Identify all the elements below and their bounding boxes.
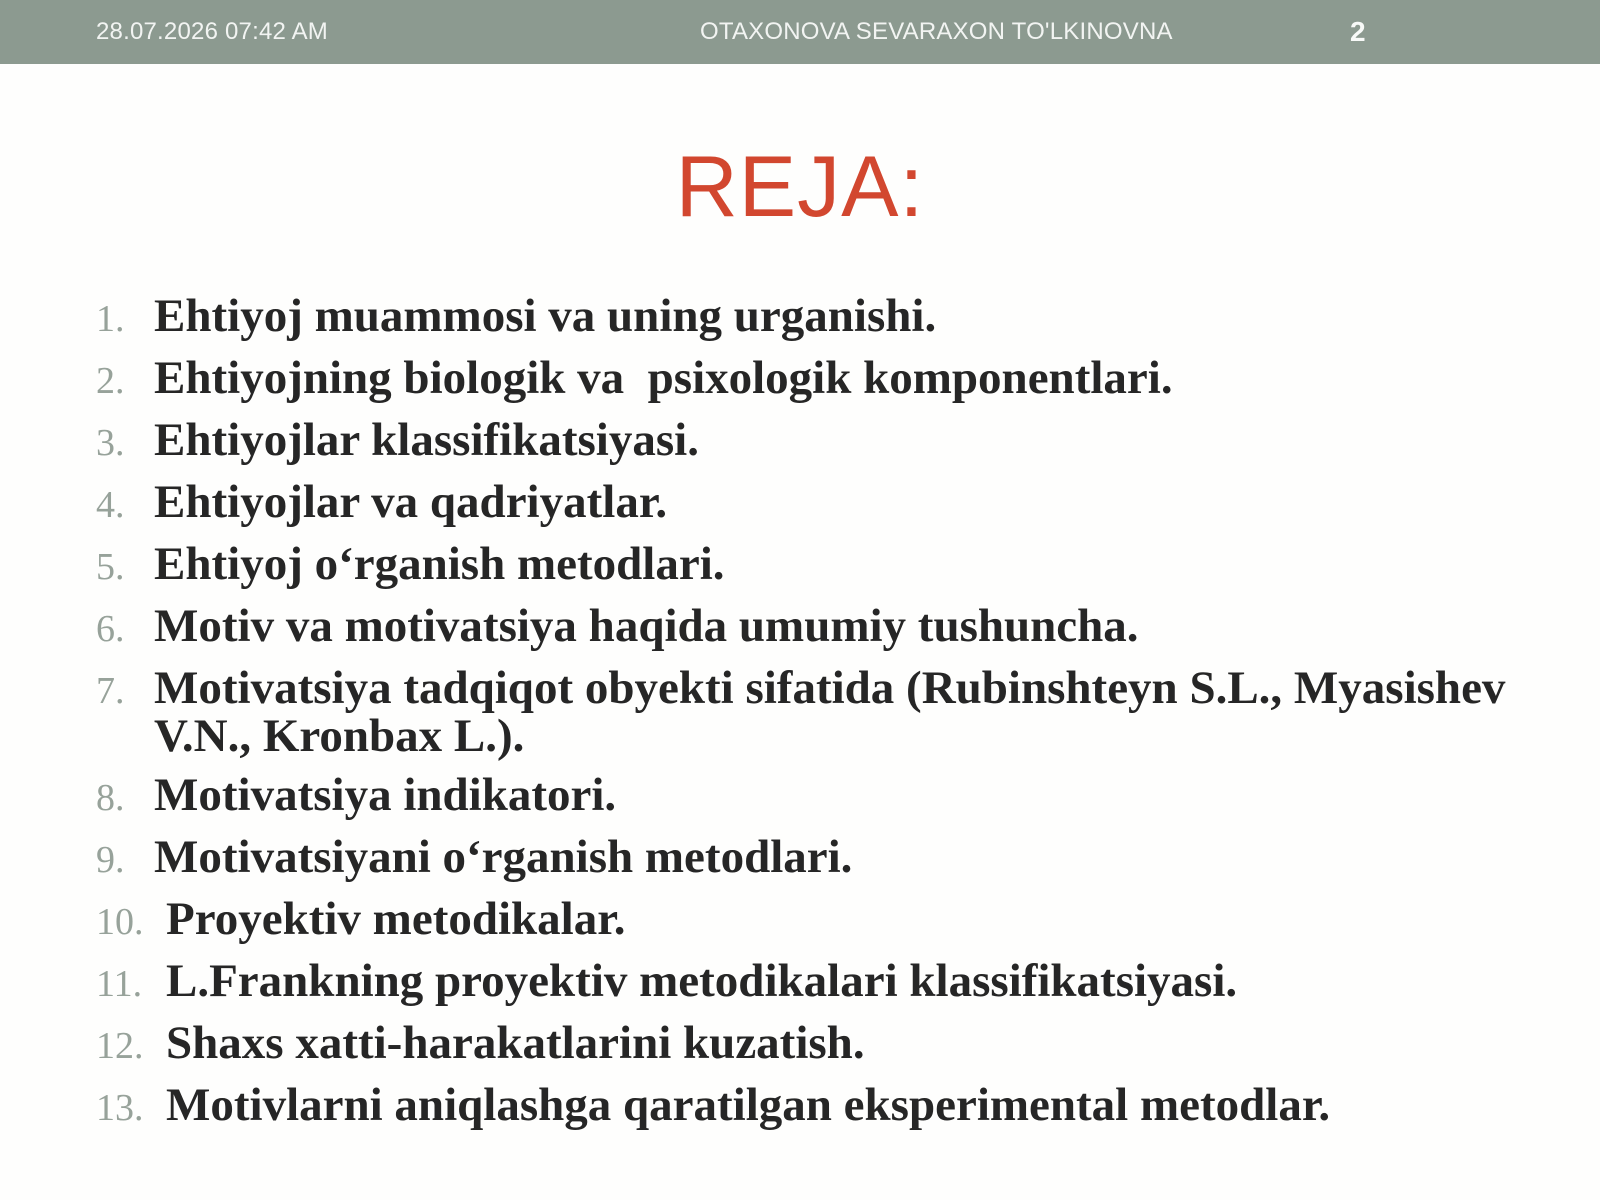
plan-item-text: Motivatsiyani o‘rganish metodlari. [154,831,853,883]
plan-item-number: 5. [96,546,125,588]
plan-list [96,292,1556,1143]
plan-item-text: Proyektiv metodikalar. [166,893,626,945]
plan-item-number: 10. [96,901,144,943]
plan-item [96,833,1556,884]
plan-item-text: Shaxs xatti-harakatlarini kuzatish. [166,1017,865,1069]
plan-item-number: 13. [96,1087,144,1129]
plan-item [96,416,1556,467]
plan-item [96,602,1556,653]
plan-item-number: 12. [96,1025,144,1067]
plan-item [96,354,1556,405]
plan-item-text: Ehtiyojlar klassifikatsiyasi. [154,414,699,466]
plan-item-number: 7. [96,670,125,712]
plan-item [96,478,1556,529]
slide-title: REJA: [675,139,925,235]
plan-item-number: 3. [96,422,125,464]
plan-item-text: Ehtiyoj o‘rganish metodlari. [154,538,725,590]
plan-item-text: Ehtiyojning biologik va psixologik komponentlari. [154,352,1173,404]
plan-item [96,771,1556,822]
plan-item-text: Motiv va motivatsiya haqida umumiy tushuncha. [154,600,1139,652]
plan-item [96,540,1556,591]
page-number: 2 [1350,16,1366,47]
plan-item-text: Motivatsiya indikatori. [154,769,617,821]
header-date: 28.07.2026 07:42 AM [96,18,328,45]
plan-item-number: 4. [96,484,125,526]
plan-item [96,957,1556,1008]
plan-item [96,664,1556,760]
plan-item-number: 8. [96,777,125,819]
plan-item-number: 6. [96,608,125,650]
plan-item-number: 11. [96,963,143,1005]
plan-item-number: 1. [96,298,125,340]
plan-item-text: Ehtiyoj muammosi va uning urganishi. [154,290,937,342]
plan-item-text: Motivatsiya tadqiqot obyekti sifatida (Rubinshteyn S.L., Myasishev V.N., Kronbax L.). [154,662,1517,762]
plan-item-text: Motivlarni aniqlashga qaratilgan eksperimental metodlar. [166,1079,1331,1131]
plan-item [96,895,1556,946]
plan-item [96,1019,1556,1070]
plan-item-number: 2. [96,360,125,402]
header-bar [0,0,1600,64]
plan-item [96,1081,1556,1132]
plan-item-text: L.Frankning proyektiv metodikalari klassifikatsiyasi. [166,955,1238,1007]
plan-item-text: Ehtiyojlar va qadriyatlar. [154,476,668,528]
plan-item-number: 9. [96,839,125,881]
header-author: OTAXONOVA SEVARAXON TO'LKINOVNA [700,18,1173,45]
plan-item [96,292,1556,343]
